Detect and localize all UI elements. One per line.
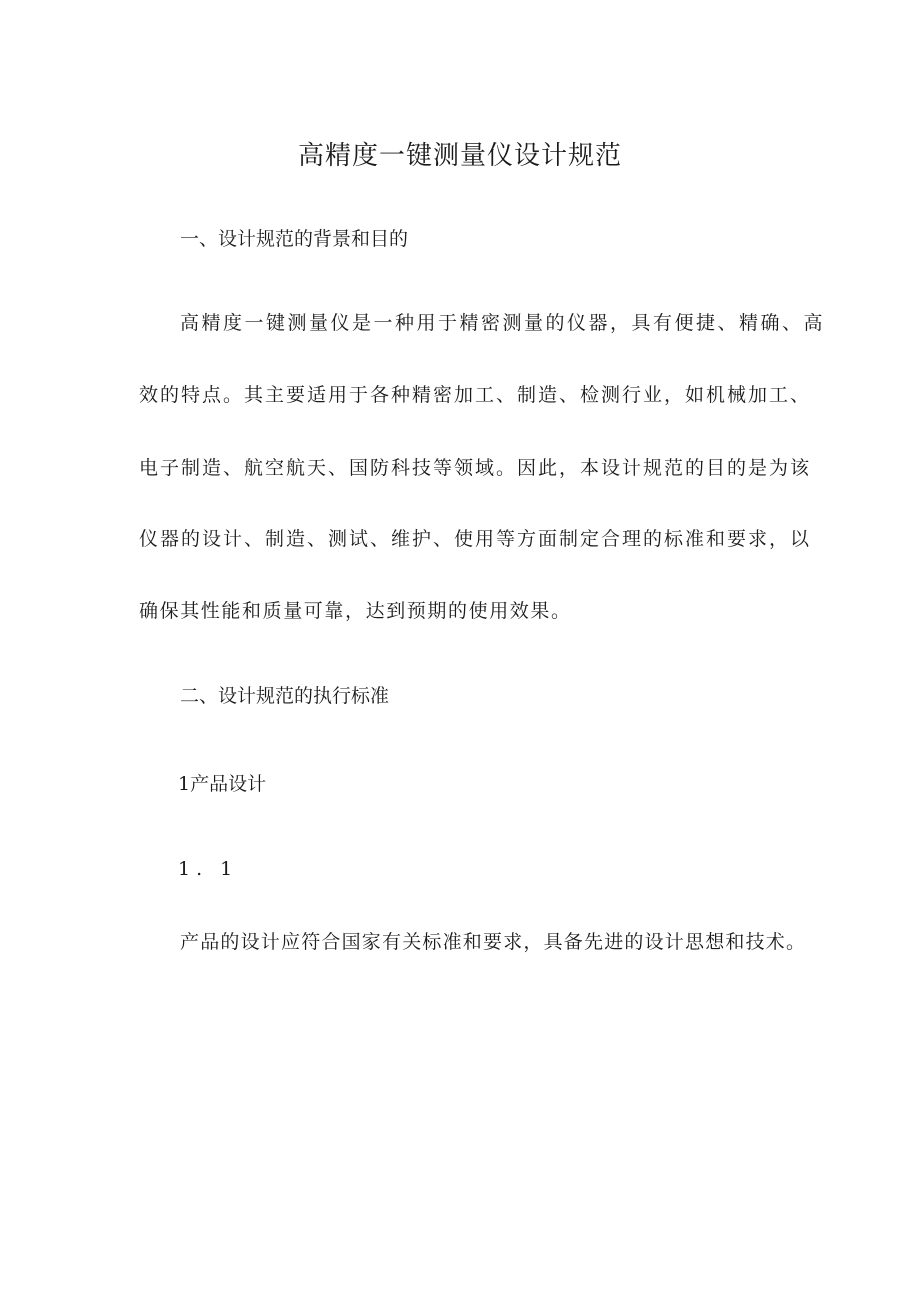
paragraph-line: 确保其性能和质量可靠，达到预期的使用效果。 bbox=[139, 600, 572, 622]
subsection-heading-product-design: 1产品设计 bbox=[178, 773, 267, 795]
paragraph-line: 电子制造、航空航天、国防科技等领域。因此，本设计规范的目的是为该 bbox=[139, 457, 812, 479]
paragraph-line: 仪器的设计、制造、测试、维护、使用等方面制定合理的标准和要求，以 bbox=[139, 528, 812, 550]
item-number: 1. 1 bbox=[178, 858, 239, 880]
document-title: 高精度一键测量仪设计规范 bbox=[297, 141, 622, 171]
paragraph-line: 高精度一键测量仪是一种用于精密测量的仪器，具有便捷、精确、高 bbox=[180, 312, 826, 334]
section-heading-standards: 二、设计规范的执行标准 bbox=[180, 685, 390, 707]
paragraph-line: 产品的设计应符合国家有关标准和要求，具备先进的设计思想和技术。 bbox=[180, 931, 807, 953]
paragraph-line: 效的特点。其主要适用于各种精密加工、制造、检测行业，如机械加工、 bbox=[139, 384, 812, 406]
section-heading-background: 一、设计规范的背景和目的 bbox=[180, 228, 409, 250]
